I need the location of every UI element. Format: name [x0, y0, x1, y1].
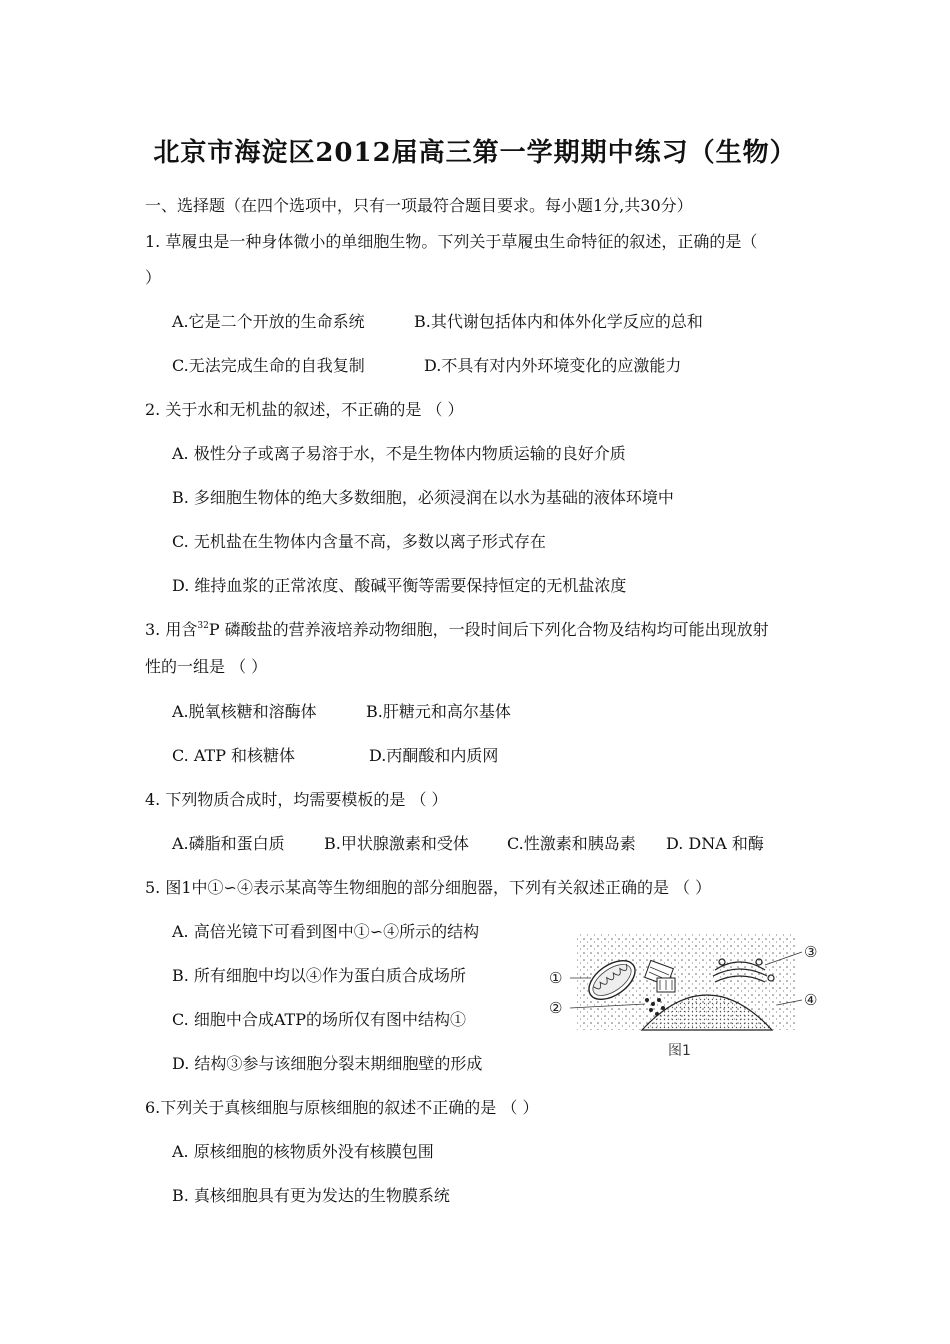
question-3-option-a: A.脱氧核糖和溶酶体	[172, 702, 317, 721]
question-1-option-a: A.它是二个开放的生命系统	[172, 312, 365, 331]
question-3-stem-cont: 性的一组是 （ ）	[145, 657, 268, 676]
question-1-option-b: B.其代谢包括体内和体外化学反应的总和	[414, 312, 703, 331]
question-3-option-d: D.丙酮酸和内质网	[369, 746, 499, 765]
question-1-option-c: C.无法完成生命的自我复制	[172, 356, 365, 375]
question-5-option-b: B. 所有细胞中均以④作为蛋白质合成场所	[172, 966, 466, 985]
question-2-option-c: C. 无机盐在生物体内含量不高，多数以离子形式存在	[172, 532, 546, 551]
question-5-option-a: A. 高倍光镜下可看到图中①∽④所示的结构	[172, 922, 480, 941]
question-3-stem	[145, 617, 769, 640]
question-2-option-b: B. 多细胞生物体的绝大多数细胞，必须浸润在以水为基础的液体环境中	[172, 488, 674, 507]
question-1-stem-cont: ）	[145, 268, 162, 287]
question-6-stem: 6.下列关于真核细胞与原核细胞的叙述不正确的是 （ ）	[145, 1098, 539, 1117]
question-4-stem: 4. 下列物质合成时，均需要模板的是 （ ）	[145, 790, 448, 809]
question-3-option-b: B.肝糖元和高尔基体	[366, 702, 511, 721]
figure-caption: 图1	[668, 1043, 691, 1059]
figure-label-1: ①	[549, 969, 563, 987]
question-4-option-b: B.甲状腺激素和受体	[324, 834, 469, 853]
figure-label-4: ④	[804, 991, 818, 1009]
question-2-stem: 2. 关于水和无机盐的叙述，不正确的是 （ ）	[145, 400, 464, 419]
question-5-option-d: D. 结构③参与该细胞分裂末期细胞壁的形成	[172, 1054, 483, 1073]
question-5-option-c: C. 细胞中合成ATP的场所仅有图中结构①	[172, 1010, 466, 1029]
question-6-option-a: A. 原核细胞的核物质外没有核膜包围	[172, 1142, 434, 1161]
section-heading: 一、选择题（在四个选项中，只有一项最符合题目要求。每小题1分,共30分）	[145, 196, 693, 215]
question-3-stem-pre: 3. 用含	[145, 620, 198, 639]
question-4-option-c: C.性激素和胰岛素	[507, 834, 636, 853]
question-2-option-a: A. 极性分子或离子易溶于水，不是生物体内物质运输的良好介质	[172, 444, 626, 463]
isotope-superscript: 32	[197, 621, 209, 631]
question-1-stem: 1. 草履虫是一种身体微小的单细胞生物。下列关于草履虫生命特征的叙述，正确的是（	[145, 232, 758, 251]
question-5-stem: 5. 图1中①∽④表示某高等生物细胞的部分细胞器，下列有关叙述正确的是 （ ）	[145, 878, 712, 897]
page-title: 北京市海淀区2012届高三第一学期期中练习（生物）	[153, 138, 797, 168]
question-6-option-b: B. 真核细胞具有更为发达的生物膜系统	[172, 1186, 450, 1205]
question-4-option-d: D. DNA 和酶	[666, 834, 764, 853]
question-3-stem-post: P 磷酸盐的营养液培养动物细胞，一段时间后下列化合物及结构均可能出现放射	[208, 620, 769, 639]
question-2-option-d: D. 维持血浆的正常浓度、酸碱平衡等需要保持恒定的无机盐浓度	[172, 576, 627, 595]
figure-label-2: ②	[549, 999, 563, 1017]
question-4-option-a: A.磷脂和蛋白质	[172, 834, 285, 853]
question-3-option-c: C. ATP 和核糖体	[172, 746, 296, 765]
question-1-option-d: D.不具有对内外环境变化的应激能力	[424, 356, 682, 375]
figure-label-3: ③	[804, 943, 818, 961]
